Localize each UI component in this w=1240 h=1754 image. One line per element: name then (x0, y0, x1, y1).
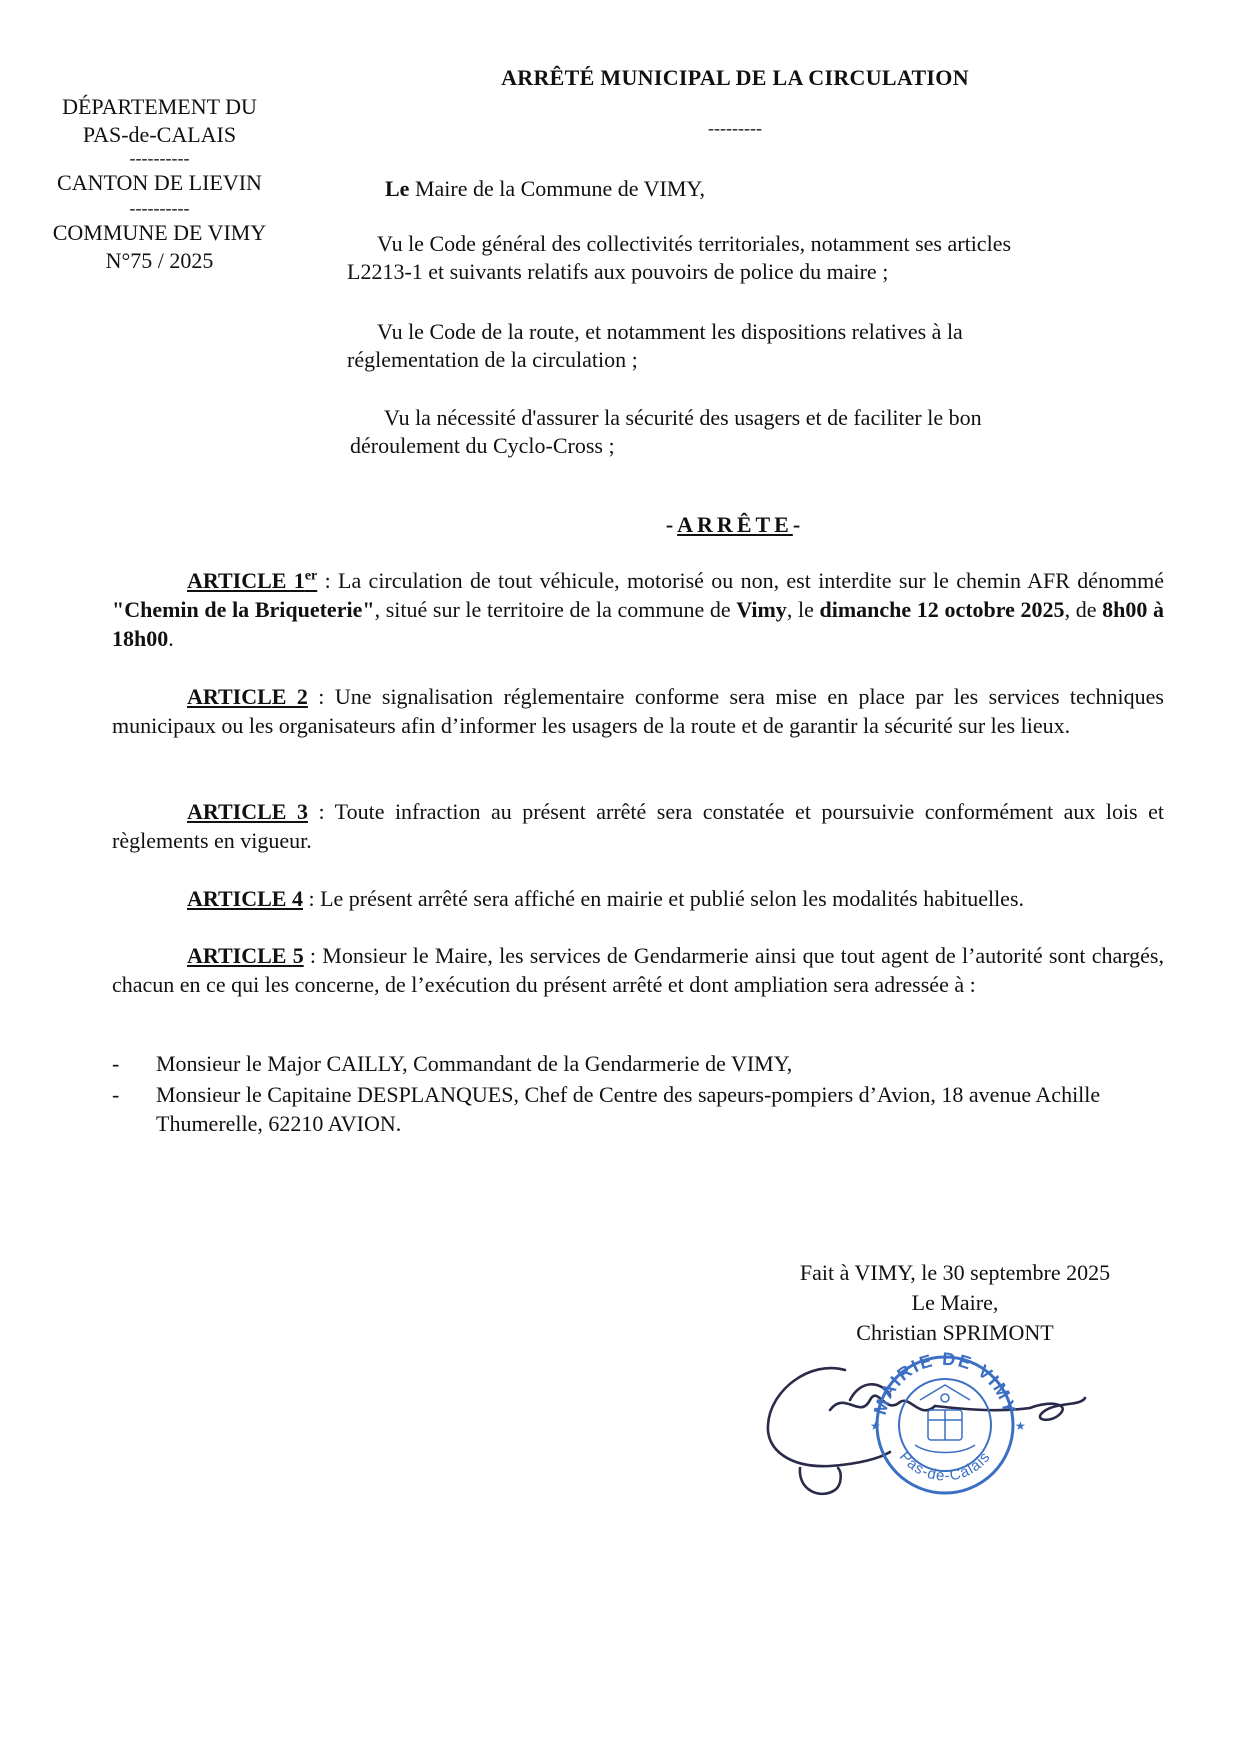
list-dash: - (112, 1051, 120, 1076)
maire-line (385, 175, 705, 203)
document-title: ARRÊTÉ MUNICIPAL DE LA CIRCULATION (501, 65, 969, 90)
article-2-label: ARTICLE 2 (187, 684, 308, 709)
place-date: Fait à VIMY, le 30 septembre 2025 (799, 1260, 1111, 1285)
issuer-header (22, 93, 297, 275)
signatory-role: Le Maire, (911, 1290, 999, 1315)
header-separator-1: ---------- (129, 148, 190, 168)
article-2 (112, 682, 1164, 740)
chemin-name: "Chemin de la Briqueterie" (112, 597, 375, 622)
event-date: dimanche 12 octobre 2025 (819, 597, 1065, 622)
mairie-stamp (870, 1349, 1026, 1493)
arrete-word: ARRÊTE (677, 512, 793, 537)
signatory-name: Christian SPRIMONT (856, 1320, 1054, 1345)
arrete-dash-left: - (665, 512, 678, 537)
stamp-top-text: MAIRIE DE VIMY (869, 1348, 1021, 1418)
article-1-text-3: , le (786, 597, 820, 622)
article-5 (112, 941, 1164, 999)
signature-and-stamp (750, 1340, 1130, 1530)
header-separator-2: ---------- (129, 198, 190, 218)
stamp-star-right-icon: ★ (1015, 1419, 1026, 1433)
maire-rest: Maire de la Commune de VIMY, (409, 176, 705, 201)
article-2-text: : Une signalisation réglementaire conforme sera mise en place par les services techniques municipaux ou les organisateurs afin d’informer les usagers de la route et de garantir la sécurité sur les lieux. (112, 684, 1164, 738)
arrete-heading (420, 512, 1050, 538)
commune-name: Vimy (736, 597, 787, 622)
vu-clause-1 (347, 230, 1127, 286)
svg-text:Pas-de-Calais (896, 1448, 994, 1484)
article-1-text-5: . (168, 626, 174, 651)
vu2-line2: réglementation de la circulation ; (347, 347, 638, 372)
arrete-number: N°75 / 2025 (105, 248, 214, 273)
recipient-text: Monsieur le Major CAILLY, Commandant de la Gendarmerie de VIMY, (156, 1051, 793, 1076)
article-1-text-2: , situé sur le territoire de la commune de (374, 597, 737, 622)
commune: COMMUNE DE VIMY (52, 220, 267, 245)
vu2-line1: Vu le Code de la route, et notamment les dispositions relatives à la (377, 319, 963, 344)
vu1-line1: Vu le Code général des collectivités territoriales, notamment ses articles (377, 231, 1012, 256)
list-item (112, 1049, 1164, 1078)
article-5-text: : Monsieur le Maire, les services de Gendarmerie ainsi que tout agent de l’autorité sont chargés, chacun en ce qui les concerne, de l’exécution du présent arrêté et dont ampliation sera adressée à : (112, 943, 1164, 997)
recipients-list (112, 1049, 1164, 1138)
article-1-text-1: : La circulation de tout véhicule, motorisé ou non, est interdite sur le chemin AFR dénommé (317, 568, 1164, 593)
article-4-label: ARTICLE 4 (187, 886, 303, 911)
article-3 (112, 797, 1164, 855)
arrete-dash-right: - (792, 512, 805, 537)
article-1-label-text: ARTICLE 1 (187, 568, 305, 593)
article-3-text: : Toute infraction au présent arrêté sera constatée et poursuivie conformément aux lois et règlements en vigueur. (112, 799, 1164, 853)
article-1-label (187, 568, 317, 593)
canton: CANTON DE LIEVIN (57, 170, 262, 195)
article-1-label-sup: er (304, 568, 318, 584)
title-separator: --------- (708, 118, 762, 138)
vu3-line1: Vu la nécessité d'assurer la sécurité des usagers et de faciliter le bon (384, 405, 982, 430)
vu1-line2: L2213-1 et suivants relatifs aux pouvoirs de police du maire ; (347, 259, 889, 284)
departement-line1: DÉPARTEMENT DU (62, 94, 257, 119)
event-hours: 8h00 à 18h00 (112, 597, 1165, 651)
maire-bold: Le (385, 176, 410, 201)
vu-clause-2 (347, 318, 1127, 374)
recipient-text: Monsieur le Capitaine DESPLANQUES, Chef de Centre des sapeurs-pompiers d’Avion, 18 avenue Achille Thumerelle, 62210 AVION. (156, 1082, 1101, 1136)
article-4 (112, 884, 1164, 913)
vu-clause-3 (350, 404, 1130, 460)
vu3-line2: déroulement du Cyclo-Cross ; (350, 433, 615, 458)
article-1-text-4: , de (1064, 597, 1103, 622)
stamp-bottom-text: Pas-de-Calais (895, 1448, 995, 1485)
list-item (112, 1080, 1164, 1138)
stamp-star-left-icon: ★ (870, 1419, 881, 1433)
stamp-crest-icon (915, 1385, 975, 1453)
article-1 (112, 566, 1164, 653)
article-5-label: ARTICLE 5 (187, 943, 304, 968)
article-4-text: : Le présent arrêté sera affiché en mairie et publié selon les modalités habituelles. (302, 886, 1025, 911)
article-3-label: ARTICLE 3 (187, 799, 308, 824)
list-dash: - (112, 1082, 120, 1107)
signature-block (745, 1258, 1165, 1348)
departement-line2: PAS-de-CALAIS (82, 122, 237, 147)
